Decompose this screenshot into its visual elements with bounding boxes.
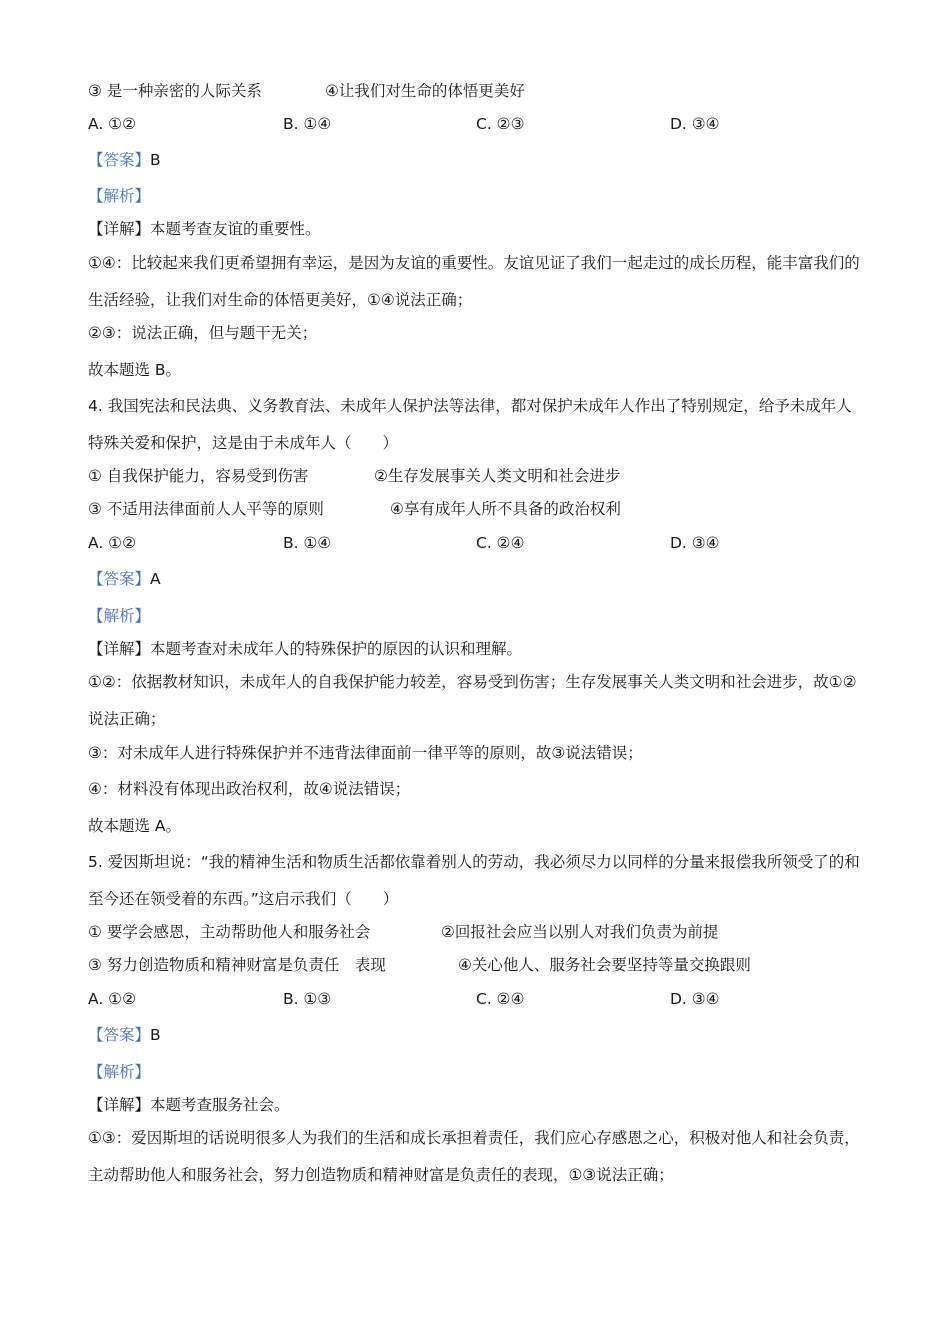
q4-conclusion: 故本题选 A。 xyxy=(88,817,182,835)
q3-answer-value: B xyxy=(150,151,161,169)
q5-option-d: D. ③④ xyxy=(670,990,720,1008)
q4-analysis-tag: 【解析】 xyxy=(88,607,151,625)
q4-detail-text: 本题考查对未成年人的特殊保护的原因的认识和理解。 xyxy=(150,640,523,658)
q5-detail-tag: 【详解】 xyxy=(88,1096,151,1114)
q4-answer-tag: 【答案】 xyxy=(88,570,151,588)
q5-answer-value: B xyxy=(150,1026,161,1044)
q3-statement-4: ④让我们对生命的体悟更美好 xyxy=(325,82,525,100)
q3-explanation-1: ①④：比较起来我们更希望拥有幸运，是因为友谊的重要性。友谊见证了我们一起走过的成长历程，能丰富我们的生活经验，让我们对生命的体悟更美好，①④说法正确； xyxy=(88,254,860,309)
q3-conclusion: 故本题选 B。 xyxy=(88,361,182,379)
q4-option-a: A. ①② xyxy=(88,534,136,552)
q3-detail-tag: 【详解】 xyxy=(88,220,151,238)
q3-option-d: D. ③④ xyxy=(670,115,720,133)
q5-option-a: A. ①② xyxy=(88,990,136,1008)
q4-explanation-3: ④：材料没有体现出政治权利，故④说法错误； xyxy=(88,780,411,798)
q5-options xyxy=(88,988,860,1010)
q4-detail xyxy=(88,638,522,660)
q4-statement-2: ②生存发展事关人类文明和社会进步 xyxy=(374,467,621,485)
q5-statement-1: ① 要学会感恩，主动帮助他人和服务社会 xyxy=(88,923,371,941)
q5-analysis-tag: 【解析】 xyxy=(88,1063,151,1081)
q3-option-b: B. ①④ xyxy=(283,115,332,133)
q3-detail xyxy=(88,218,321,240)
q4-stem: 4. 我国宪法和民法典、义务教育法、未成年人保护法等法律，都对保护未成年人作出了特别规定，给予未成年人特殊关爱和保护，这是由于未成年人（ ） xyxy=(88,397,852,452)
q5-option-b: B. ①③ xyxy=(283,990,332,1008)
q4-option-c: C. ②④ xyxy=(476,534,525,552)
q5-stem: 5. 爱因斯坦说：“我的精神生活和物质生活都依靠着别人的劳动，我必须尽力以同样的分量来报偿我所领受了的和至今还在领受着的东西。”这启示我们（ ） xyxy=(88,853,860,908)
q4-option-d: D. ③④ xyxy=(670,534,720,552)
q5-answer xyxy=(88,1024,161,1046)
q3-option-c: C. ②③ xyxy=(476,115,525,133)
q4-detail-tag: 【详解】 xyxy=(88,640,151,658)
q3-detail-text: 本题考查友谊的重要性。 xyxy=(150,220,321,238)
q3-answer xyxy=(88,149,161,171)
q4-explanation-1: ①②：依据教材知识，未成年人的自我保护能力较差，容易受到伤害；生存发展事关人类文明和社会进步，故①②说法正确； xyxy=(88,673,857,728)
q5-detail-text: 本题考查服务社会。 xyxy=(150,1096,290,1114)
q3-options xyxy=(88,113,860,135)
q3-analysis-tag: 【解析】 xyxy=(88,187,151,205)
q4-option-b: B. ①④ xyxy=(283,534,332,552)
q5-statement-3: ③ 努力创造物质和精神财富是负责任 表现 xyxy=(88,956,386,974)
q4-explanation-2: ③：对未成年人进行特殊保护并不违背法律面前一律平等的原则，故③说法错误； xyxy=(88,744,643,762)
q4-statement-1: ① 自我保护能力，容易受到伤害 xyxy=(88,467,309,485)
q5-explanation-1: ①③：爱因斯坦的话说明很多人为我们的生活和成长承担着责任，我们应心存感恩之心，积极对他人和社会负责，主动帮助他人和服务社会，努力创造物质和精神财富是负责任的表现，①③说法正确； xyxy=(88,1129,860,1184)
q5-statement-2: ②回报社会应当以别人对我们负责为前提 xyxy=(441,923,719,941)
q3-explanation-2: ②③：说法正确，但与题干无关； xyxy=(88,324,318,342)
q3-statements-3-4 xyxy=(88,80,525,102)
q5-option-c: C. ②④ xyxy=(476,990,525,1008)
q3-answer-tag: 【答案】 xyxy=(88,151,151,169)
q5-detail xyxy=(88,1094,290,1116)
q4-statement-3: ③ 不适用法律面前人人平等的原则 xyxy=(88,500,324,518)
q4-options xyxy=(88,532,860,554)
q5-statement-4: ④关心他人、服务社会要坚持等量交换跟则 xyxy=(458,956,751,974)
q4-answer xyxy=(88,568,161,590)
q5-statements-1-2 xyxy=(88,921,719,943)
q4-statement-4: ④享有成年人所不具备的政治权利 xyxy=(390,500,621,518)
q5-statements-3-4 xyxy=(88,954,751,976)
q4-answer-value: A xyxy=(150,570,161,588)
q3-option-a: A. ①② xyxy=(88,115,136,133)
q4-statements-1-2 xyxy=(88,465,621,487)
q5-answer-tag: 【答案】 xyxy=(88,1026,151,1044)
q3-statement-3: ③ 是一种亲密的人际关系 xyxy=(88,82,262,100)
q4-statements-3-4 xyxy=(88,498,621,520)
